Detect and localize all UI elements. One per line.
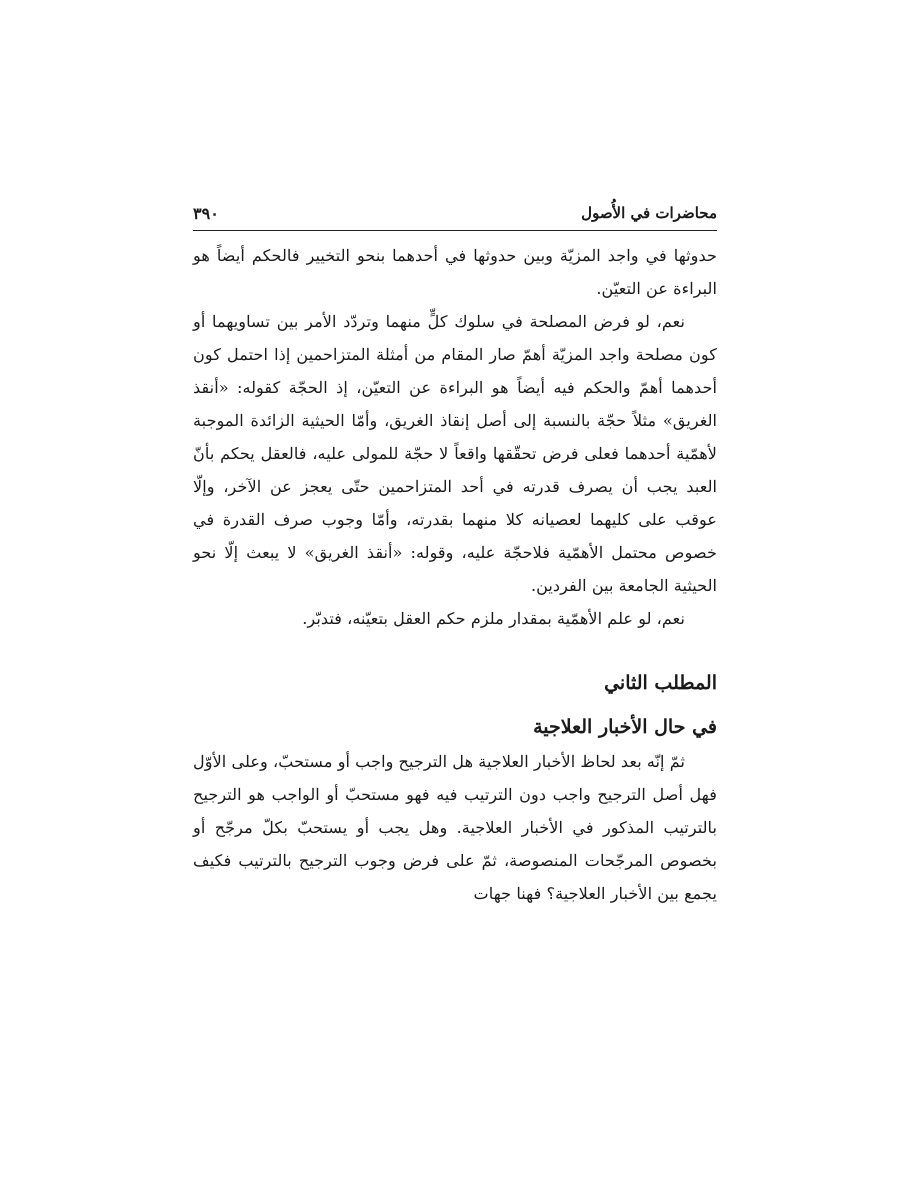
section-subtitle: في حال الأخبار العلاجية (533, 716, 717, 738)
paragraph: نعم، لو علم الأهمّية بمقدار ملزم حكم العقل بتعيّنه، فتدبّر. (302, 609, 685, 628)
body-text (193, 239, 717, 910)
running-title: محاضرات في الأُصول (581, 204, 717, 222)
book-page (193, 200, 717, 910)
paragraph-continuation: حدوثها في واجد المزيّة وبين حدوثها في أحدهما بنحو التخيير فالحكم أيضاً هو البراءة عن التعيّن. (193, 246, 717, 298)
section-title: المطلب الثاني (604, 672, 717, 694)
running-header (193, 200, 717, 231)
paragraph: نعم، لو فرض المصلحة في سلوك كلٍّ منهما وتردّد الأمر بين تساويهما أو كون مصلحة واجد المزيّة أهمّ صار المقام من أمثلة المتزاحمين إذا احتمل كون أحدهما أهمّ والحكم فيه أيضاً هو البراءة عن التعيّن، إذ الحجّة كقوله: «أنقذ الغريق» مثلاً حجّة بالنسبة إلى أصل إنقاذ الغريق، وأمّا الحيثية الزائدة الموجبة لأهمّية أحدهما فعلى فرض تحقّقها واقعاً لا حجّة للمولى عليه، فالعقل يحكم بأنّ العبد يجب أن يصرف قدرته في أحد المتزاحمين حتّى يعجز عن الآخر، وإلّا عوقب على كليهما لعصيانه كلا منهما بقدرته، وأمّا وجوب صرف القدرة في خصوص محتمل الأهمّية فلاحجّة عليه، وقوله: «أنقذ الغريق» لا يبعث إلّا نحو الحيثية الجامعة بين الفردين. (193, 312, 717, 595)
page-number: ٣٩٠ (193, 204, 219, 223)
paragraph: ثمّ إنّه بعد لحاظ الأخبار العلاجية هل الترجيح واجب أو مستحبّ، وعلى الأوّل فهل أصل الترجيح واجب دون الترتيب فيه فهو مستحبّ أو الواجب هو الترجيح بالترتيب المذكور في الأخبار العلاجية. وهل يجب أو يستحبّ بكلّ مرجّح أو بخصوص المرجّحات المنصوصة، ثمّ على فرض وجوب الترجيح بالترتيب فكيف يجمع بين الأخبار العلاجية؟ فهنا جهات (193, 752, 717, 903)
